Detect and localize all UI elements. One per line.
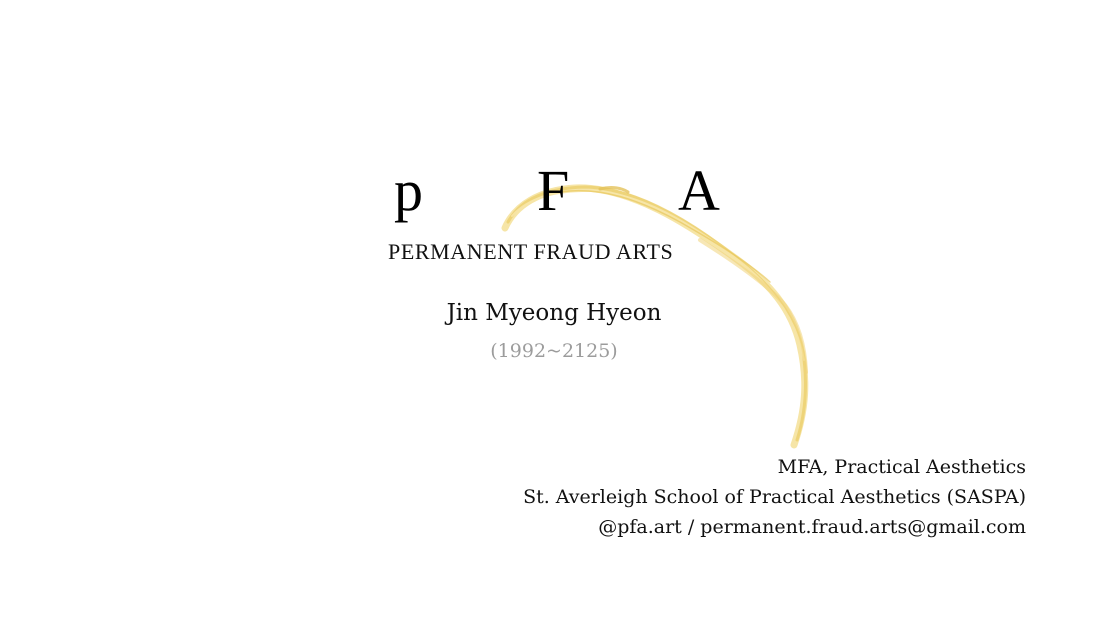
contact-line: @pfa.art / permanent.fraud.arts@gmail.com: [598, 516, 1026, 538]
school-line: St. Averleigh School of Practical Aesthetics (SASPA): [523, 486, 1026, 508]
artist-name: Jin Myeong Hyeon: [446, 300, 662, 326]
artist-life-span: (1992~2125): [490, 340, 618, 362]
credentials-block: [523, 452, 1026, 542]
logo-letter-a: A: [678, 158, 720, 223]
logo-letter-f: F: [537, 158, 570, 223]
brand-name: PERMANENT FRAUD ARTS: [388, 239, 674, 264]
logo-letter-p: p: [394, 158, 423, 223]
degree-line: MFA, Practical Aesthetics: [777, 456, 1026, 478]
